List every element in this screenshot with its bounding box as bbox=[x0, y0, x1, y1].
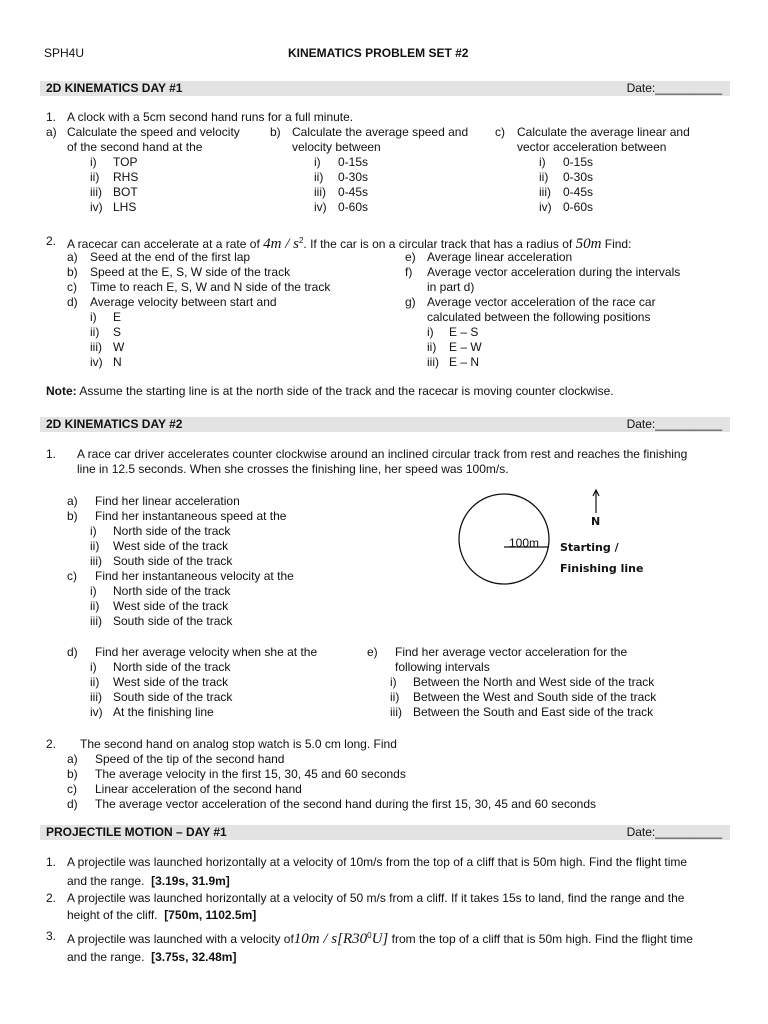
question-text-cont: height of the cliff. bbox=[67, 908, 158, 922]
list-num: ii) bbox=[427, 340, 437, 354]
list-text: E – N bbox=[449, 355, 480, 369]
exponent: 2 bbox=[298, 236, 304, 245]
part-text: Average velocity between start and bbox=[90, 295, 277, 309]
part-text: Find her instantaneous speed at the bbox=[95, 509, 287, 523]
part-text: The average vector acceleration of the second hand during the first 15, 30, 45 and 60 seconds bbox=[95, 797, 596, 811]
list-text: 0-15s bbox=[563, 155, 594, 169]
part-label: d) bbox=[67, 295, 78, 309]
list-text: 0-15s bbox=[338, 155, 369, 169]
note-text: Assume the starting line is at the north side of the track and the racecar is moving counter clockwise. bbox=[79, 384, 614, 398]
part-label: f) bbox=[405, 265, 413, 279]
part-text: Find her linear acceleration bbox=[95, 494, 240, 508]
list-num: iii) bbox=[390, 705, 402, 719]
part-text: Time to reach E, S, W and N side of the track bbox=[90, 280, 331, 294]
velocity-direction: U] bbox=[371, 931, 389, 947]
part-label: c) bbox=[67, 782, 77, 796]
course-code: SPH4U bbox=[44, 46, 85, 60]
list-num: iv) bbox=[314, 200, 327, 214]
list-text: N bbox=[113, 355, 122, 369]
list-text: West side of the track bbox=[113, 539, 229, 553]
section-heading: PROJECTILE MOTION – DAY #1 bbox=[46, 825, 227, 839]
list-num: ii) bbox=[90, 325, 100, 339]
part-text: Calculate the speed and velocity bbox=[67, 125, 240, 139]
list-num: i) bbox=[427, 325, 434, 339]
list-num: iii) bbox=[314, 185, 326, 199]
list-num: iii) bbox=[90, 340, 102, 354]
section-bar-day2 bbox=[40, 417, 730, 432]
part-text: of the second hand at the bbox=[67, 140, 203, 154]
part-text: calculated between the following positions bbox=[427, 310, 651, 324]
date-field: Date:__________ bbox=[626, 825, 722, 839]
part-label: g) bbox=[405, 295, 416, 309]
part-label: a) bbox=[46, 125, 57, 139]
part-label: b) bbox=[67, 265, 78, 279]
question-text: line in 12.5 seconds. When she crosses the finishing line, her speed was 100m/s. bbox=[77, 462, 509, 476]
answer: [3.75s, 32.48m] bbox=[151, 950, 237, 964]
question-text-pre: A racecar can accelerate at a rate of bbox=[67, 237, 260, 251]
list-num: ii) bbox=[90, 170, 100, 184]
part-text: Linear acceleration of the second hand bbox=[95, 782, 302, 796]
list-text: W bbox=[113, 340, 125, 354]
question-number: 1. bbox=[46, 855, 57, 869]
part-label: e) bbox=[405, 250, 416, 264]
part-text: Average vector acceleration during the intervals bbox=[427, 265, 681, 279]
part-label: c) bbox=[67, 569, 77, 583]
date-field: Date:__________ bbox=[626, 417, 722, 431]
part-label: b) bbox=[67, 767, 78, 781]
list-text: BOT bbox=[113, 185, 138, 199]
part-text: Average vector acceleration of the race car bbox=[427, 295, 656, 309]
list-text: South side of the track bbox=[113, 554, 233, 568]
start-line-label: Starting / bbox=[560, 541, 619, 554]
date-field: Date:__________ bbox=[626, 81, 722, 95]
list-text: S bbox=[113, 325, 122, 339]
question-number: 2. bbox=[46, 234, 57, 248]
question-number: 1. bbox=[46, 447, 57, 461]
question-text: A race car driver accelerates counter clockwise around an inclined circular track from rest and reaches the finishing bbox=[77, 447, 688, 461]
finish-line-label: Finishing line bbox=[560, 562, 644, 575]
list-text: E – S bbox=[449, 325, 479, 339]
question-text: A projectile was launched horizontally at a velocity of 10m/s from the top of a cliff that is 50m high. Find the flight time bbox=[67, 855, 688, 869]
part-text: Calculate the average linear and bbox=[517, 125, 690, 139]
document-title: KINEMATICS PROBLEM SET #2 bbox=[288, 46, 469, 60]
list-text: At the finishing line bbox=[113, 705, 214, 719]
part-label: a) bbox=[67, 494, 78, 508]
list-text: North side of the track bbox=[113, 584, 231, 598]
question-text: The second hand on analog stop watch is 5.0 cm long. Find bbox=[80, 737, 397, 751]
note-label: Note: bbox=[46, 384, 77, 398]
list-text: South side of the track bbox=[113, 614, 233, 628]
list-num: i) bbox=[90, 310, 97, 324]
list-num: i) bbox=[390, 675, 397, 689]
list-text: E bbox=[113, 310, 122, 324]
list-num: ii) bbox=[90, 539, 100, 553]
part-label: b) bbox=[270, 125, 281, 139]
list-num: i) bbox=[90, 584, 97, 598]
question-text: A projectile was launched horizontally at a velocity of 50 m/s from a cliff. If it takes 15s to land, find the range and the bbox=[67, 891, 685, 905]
exponent: 0 bbox=[367, 931, 372, 940]
question-text-pre: A projectile was launched with a velocity of bbox=[67, 932, 294, 946]
list-num: iii) bbox=[90, 554, 102, 568]
section-heading: 2D KINEMATICS DAY #2 bbox=[46, 417, 183, 431]
part-text: Speed at the E, S, W side of the track bbox=[90, 265, 291, 279]
radius-value: 50m bbox=[575, 236, 602, 252]
question-text-post: Find: bbox=[604, 237, 632, 251]
list-text: 0-30s bbox=[563, 170, 594, 184]
list-text: 0-45s bbox=[338, 185, 369, 199]
list-text: E – W bbox=[449, 340, 482, 354]
part-label: a) bbox=[67, 250, 78, 264]
list-num: ii) bbox=[314, 170, 324, 184]
section-heading: 2D KINEMATICS DAY #1 bbox=[46, 81, 183, 95]
question-number: 2. bbox=[46, 737, 57, 751]
question-text-mid: . If the car is on a circular track that has a radius of bbox=[303, 237, 573, 251]
list-num: i) bbox=[314, 155, 321, 169]
list-text: RHS bbox=[113, 170, 139, 184]
list-text: 0-60s bbox=[563, 200, 594, 214]
list-num: iv) bbox=[90, 705, 103, 719]
question-text bbox=[67, 874, 230, 889]
list-text: Between the West and South side of the track bbox=[413, 690, 657, 704]
list-text: West side of the track bbox=[113, 599, 229, 613]
note bbox=[46, 384, 614, 399]
list-num: iii) bbox=[90, 185, 102, 199]
part-text: The average velocity in the first 15, 30, 45 and 60 seconds bbox=[95, 767, 406, 781]
acceleration-value: 4m / s bbox=[263, 236, 299, 252]
part-label: d) bbox=[67, 797, 78, 811]
list-text: 0-60s bbox=[338, 200, 369, 214]
list-text: West side of the track bbox=[113, 675, 229, 689]
radius-label: 100m bbox=[509, 536, 540, 550]
list-num: iii) bbox=[539, 185, 551, 199]
list-text: Between the South and East side of the track bbox=[413, 705, 654, 719]
list-num: iv) bbox=[539, 200, 552, 214]
question-text bbox=[67, 927, 693, 948]
part-text: Calculate the average speed and bbox=[292, 125, 469, 139]
list-num: ii) bbox=[390, 690, 400, 704]
track-diagram bbox=[450, 484, 670, 594]
list-num: ii) bbox=[90, 599, 100, 613]
list-text: 0-30s bbox=[338, 170, 369, 184]
part-label: d) bbox=[67, 645, 78, 659]
list-text: LHS bbox=[113, 200, 137, 214]
part-text: Find her average vector acceleration for the bbox=[395, 645, 628, 659]
part-label: b) bbox=[67, 509, 78, 523]
list-text: South side of the track bbox=[113, 690, 233, 704]
question-text: A clock with a 5cm second hand runs for a full minute. bbox=[67, 110, 354, 124]
list-num: iv) bbox=[90, 355, 103, 369]
section-bar-day1 bbox=[40, 81, 730, 96]
part-label: a) bbox=[67, 752, 78, 766]
list-num: i) bbox=[90, 660, 97, 674]
part-label: c) bbox=[495, 125, 505, 139]
list-text: Between the North and West side of the track bbox=[413, 675, 655, 689]
part-text: velocity between bbox=[292, 140, 381, 154]
list-num: i) bbox=[90, 155, 97, 169]
list-num: ii) bbox=[539, 170, 549, 184]
question-number: 1. bbox=[46, 110, 57, 124]
part-label: c) bbox=[67, 280, 77, 294]
question-text bbox=[67, 908, 256, 923]
question-text-cont: and the range. bbox=[67, 874, 145, 888]
section-bar-projectile bbox=[40, 825, 730, 840]
question-number: 3. bbox=[46, 929, 57, 943]
part-text: in part d) bbox=[427, 280, 475, 294]
question-number: 2. bbox=[46, 891, 57, 905]
answer: [750m, 1102.5m] bbox=[164, 908, 257, 922]
part-text: Average linear acceleration bbox=[427, 250, 573, 264]
list-num: iii) bbox=[90, 690, 102, 704]
list-text: 0-45s bbox=[563, 185, 594, 199]
list-num: iii) bbox=[90, 614, 102, 628]
list-num: i) bbox=[539, 155, 546, 169]
list-text: TOP bbox=[113, 155, 138, 169]
list-num: ii) bbox=[90, 675, 100, 689]
north-label: N bbox=[591, 515, 601, 528]
question-text-post: from the top of a cliff that is 50m high. Find the flight time bbox=[391, 932, 693, 946]
answer: [3.19s, 31.9m] bbox=[151, 874, 230, 888]
part-text: Seed at the end of the first lap bbox=[90, 250, 251, 264]
list-text: North side of the track bbox=[113, 660, 231, 674]
list-num: iii) bbox=[427, 355, 439, 369]
question-text-cont: and the range. bbox=[67, 950, 145, 964]
list-num: i) bbox=[90, 524, 97, 538]
question-text bbox=[67, 950, 236, 965]
part-text: vector acceleration between bbox=[517, 140, 667, 154]
part-label: e) bbox=[367, 645, 378, 659]
list-num: iv) bbox=[90, 200, 103, 214]
part-text: Find her average velocity when she at the bbox=[95, 645, 318, 659]
part-text: following intervals bbox=[395, 660, 490, 674]
part-text: Speed of the tip of the second hand bbox=[95, 752, 285, 766]
part-text: Find her instantaneous velocity at the bbox=[95, 569, 294, 583]
list-text: North side of the track bbox=[113, 524, 231, 538]
velocity-value: 10m / s[R30 bbox=[293, 931, 368, 947]
